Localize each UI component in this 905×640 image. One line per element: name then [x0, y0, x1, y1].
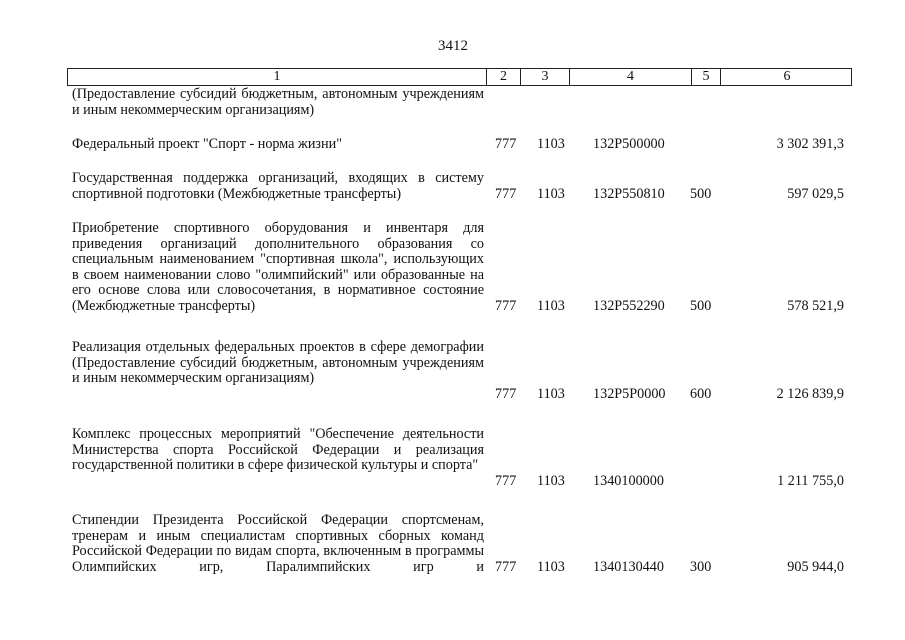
row-description: Комплекс процессных мероприятий "Обеспечение деятельности Министерства спорта Российской Федерации и реализация государственной политики в сфере физической культуры и спорта": [72, 426, 484, 474]
row-col-4: 1340130440: [593, 558, 664, 575]
row-col-6: 905 944,0: [787, 558, 844, 575]
row-description: Федеральный проект "Спорт - норма жизни": [72, 136, 342, 152]
header-col-4: 4: [569, 69, 691, 85]
row-col-5: 300: [690, 558, 712, 575]
row-col-5: 500: [690, 298, 712, 314]
row-col-2: 777: [495, 136, 517, 152]
row-col-6: 3 302 391,3: [776, 136, 844, 152]
row-col-3: 1103: [537, 136, 565, 152]
row-col-4: 132P5P0000: [593, 385, 666, 402]
row-col-3: 1103: [537, 298, 565, 314]
row-col-4: 1340100000: [593, 472, 664, 489]
row-col-4: 132P500000: [593, 136, 665, 152]
header-col-5: 5: [691, 69, 720, 85]
page-number: 3412: [438, 38, 468, 54]
row-description: Приобретение спортивного оборудования и инвентаря для приведения организаций дополнительного образования со специальным наименованием "спортивная школа", использующих в своем наименовании слово "олимпийский" или образованные на его основе слова или словосочетания, в нормативное состояние (Межбюджетные трансферты): [72, 220, 484, 314]
row-description: Государственная поддержка организаций, входящих в систему спортивной подготовки (Межбюджетные трансферты): [72, 170, 484, 202]
row-col-3: 1103: [537, 385, 565, 402]
header-col-6: 6: [720, 69, 853, 85]
row-description: (Предоставление субсидий бюджетным, автономным учреждениям и иным некоммерческим организациям): [72, 86, 484, 118]
row-col-2: 777: [495, 385, 517, 402]
row-description: Реализация отдельных федеральных проектов в сфере демографии (Предоставление субсидий бюджетным, автономным учреждениям и иным некоммерческим организациям): [72, 339, 484, 387]
row-col-4: 132P550810: [593, 185, 665, 202]
table-header: [67, 68, 852, 86]
row-col-3: 1103: [537, 185, 565, 202]
row-col-6: 2 126 839,9: [776, 385, 844, 402]
row-description: Стипендии Президента Российской Федерации спортсменам, тренерам и иным специалистам спортивных сборных команд Российской Федерации по видам спорта, включенным в программы Олимпийских игр, Паралимпийских игр и: [72, 512, 484, 575]
header-col-2: 2: [486, 69, 520, 85]
row-col-4: 132P552290: [593, 298, 665, 314]
row-col-6: 578 521,9: [787, 298, 844, 314]
row-col-2: 777: [495, 472, 517, 489]
row-col-3: 1103: [537, 472, 565, 489]
row-col-2: 777: [495, 558, 517, 575]
header-col-1: 1: [273, 69, 281, 84]
row-col-2: 777: [495, 298, 517, 314]
row-col-6: 597 029,5: [787, 185, 844, 202]
row-col-2: 777: [495, 185, 517, 202]
header-col-3: 3: [520, 69, 569, 85]
row-col-5: 600: [690, 385, 712, 402]
row-col-6: 1 211 755,0: [777, 472, 844, 489]
row-col-5: 500: [690, 185, 712, 202]
row-col-3: 1103: [537, 558, 565, 575]
